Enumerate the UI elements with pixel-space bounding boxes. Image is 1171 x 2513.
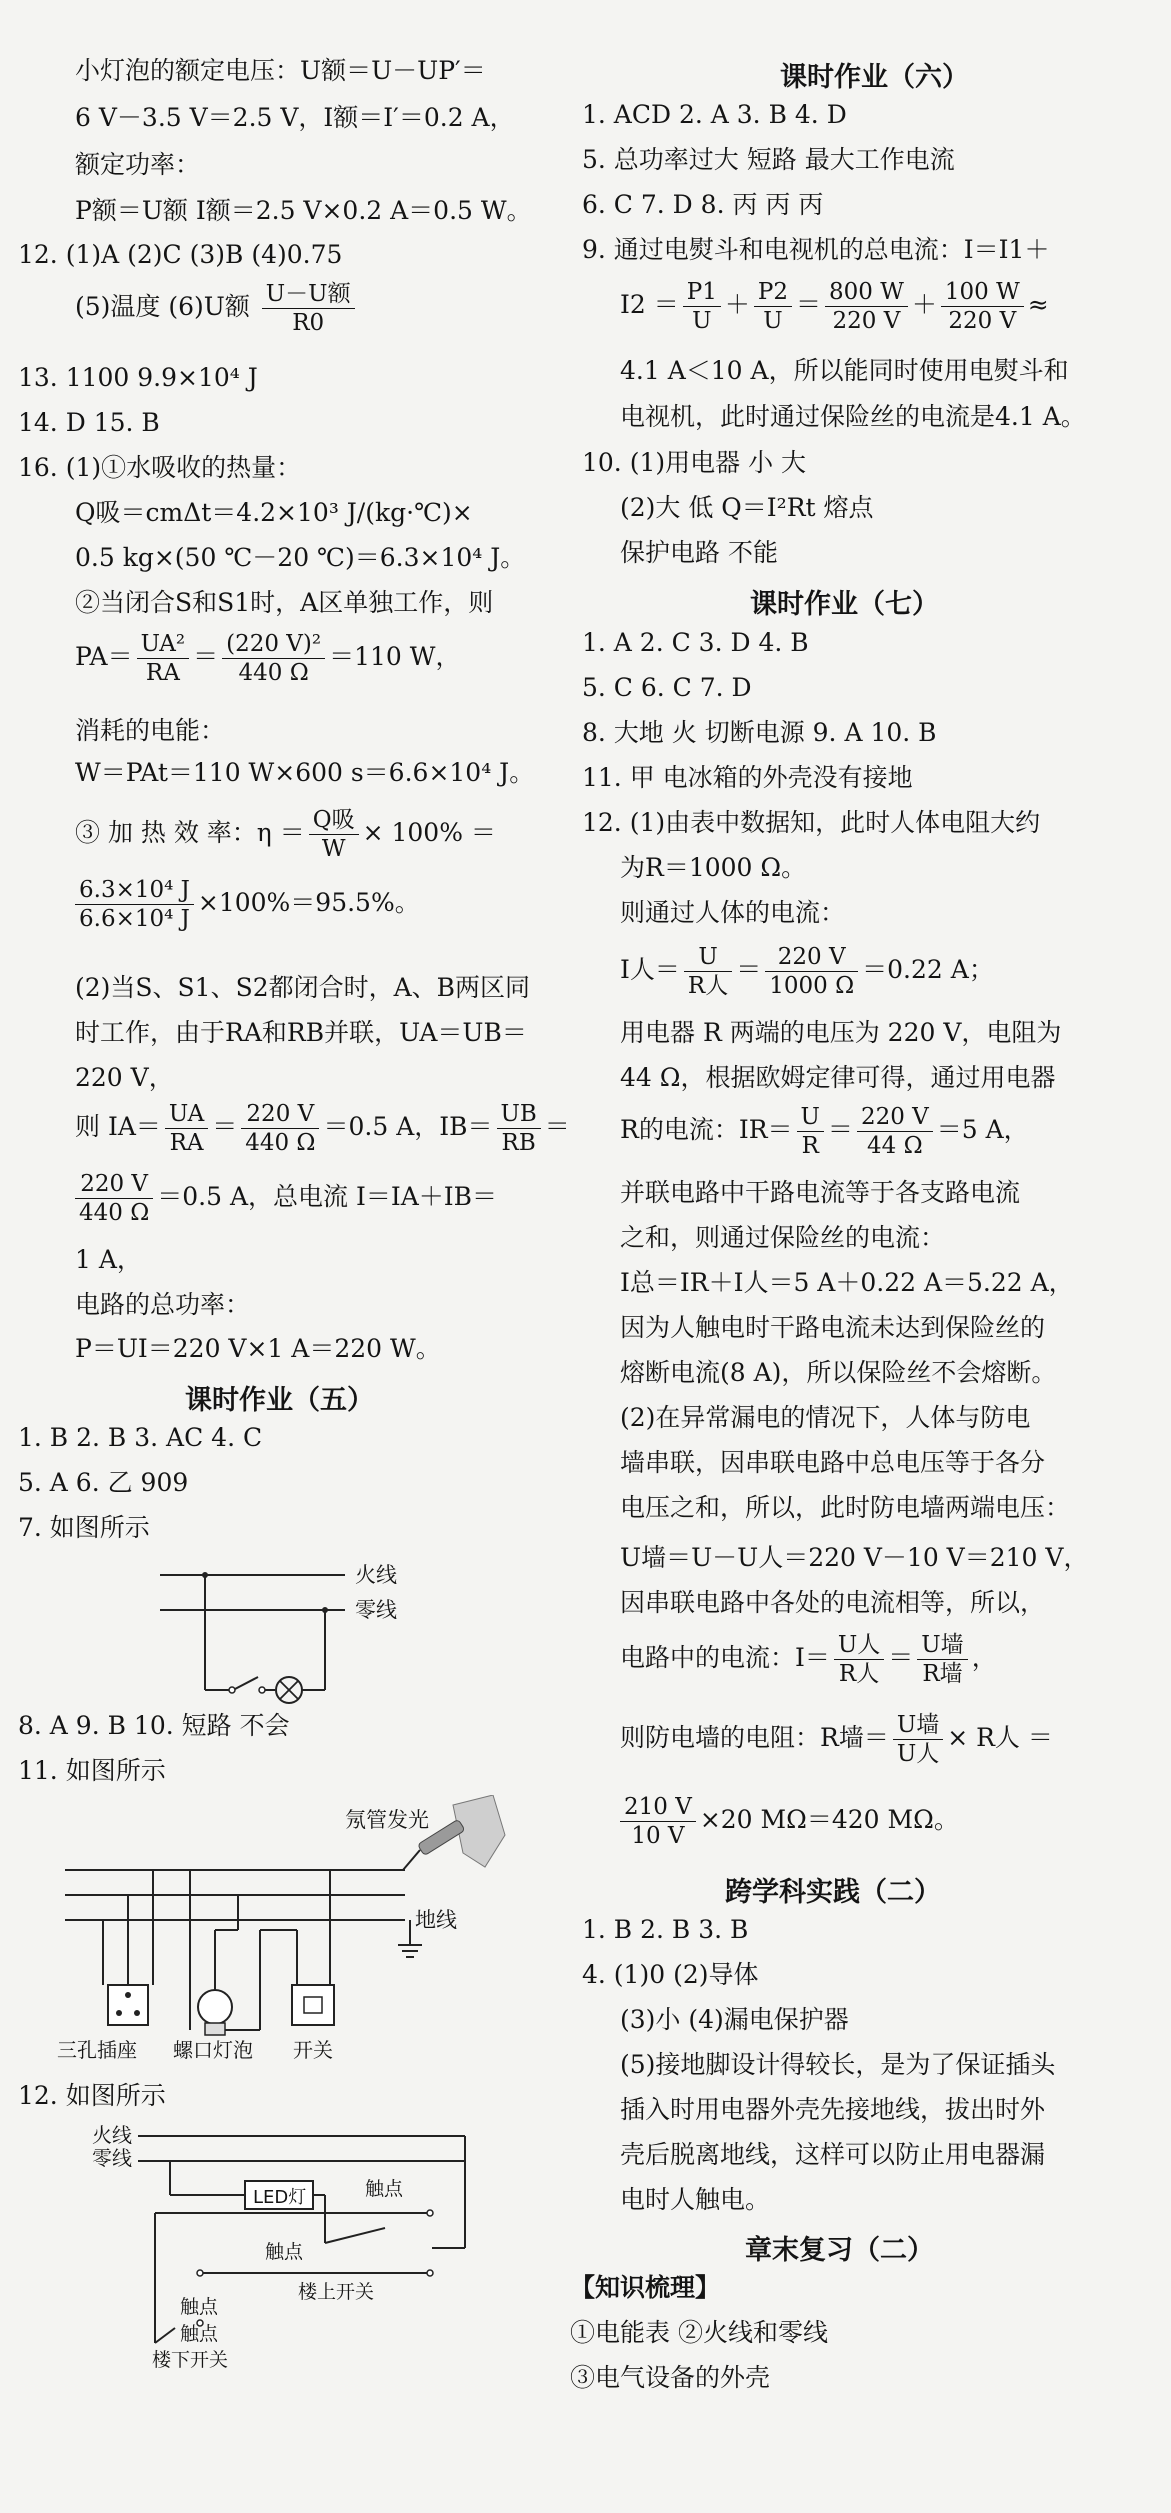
fraction-denominator: 6.6×10⁴ J xyxy=(79,906,190,933)
fraction xyxy=(834,1633,884,1686)
formula-text: ＝5 A， xyxy=(936,1115,1029,1145)
circuit-diagram-q11 xyxy=(55,1795,515,2065)
text-line: 消耗的电能： xyxy=(75,716,226,745)
fraction-denominator: U xyxy=(692,308,712,335)
fraction xyxy=(917,1633,967,1686)
fraction-denominator: 10 V xyxy=(631,1823,685,1850)
formula-line xyxy=(620,280,1049,333)
formula-text: × R人 ＝ xyxy=(947,1723,1053,1753)
text-line: 电压之和，所以，此时防电墙两端电压： xyxy=(620,1493,1071,1522)
formula-text: ， xyxy=(971,1643,997,1673)
bulb-base xyxy=(205,2023,225,2035)
text-line: 额定功率： xyxy=(75,150,201,179)
fraction xyxy=(683,280,721,333)
text-line: 并联电路中干路电流等于各支路电流 xyxy=(620,1178,1021,1207)
socket-hole xyxy=(116,2010,122,2016)
text-line: 4.1 A＜10 A，所以能同时使用电熨斗和 xyxy=(620,356,1069,385)
text-line: 11. 甲 电冰箱的外壳没有接地 xyxy=(582,763,913,792)
fire-wire-label: 火线 xyxy=(92,2123,132,2147)
section-heading: 课时作业（六） xyxy=(780,62,969,93)
text-line: 16. (1)①水吸收的热量： xyxy=(18,453,302,482)
text-line: U墙＝U－U人＝220 V－10 V＝210 V， xyxy=(620,1543,1089,1572)
formula-text: PA＝ xyxy=(75,642,133,672)
text-line: 5. A 6. 乙 909 xyxy=(18,1468,189,1497)
contact-label: 触点 xyxy=(365,2178,404,2200)
text-line: 6 V－3.5 V＝2.5 V，I额＝I′＝0.2 A， xyxy=(75,103,515,132)
text-line: 用电器 R 两端的电压为 220 V，电阻为 xyxy=(620,1018,1062,1047)
formula-line xyxy=(75,808,496,861)
fraction-denominator: U xyxy=(763,308,783,335)
fraction xyxy=(165,1102,208,1155)
fraction-denominator: 440 Ω xyxy=(245,1130,316,1157)
formula-text: × 100% ＝ xyxy=(362,818,496,848)
formula-text: ×100%＝95.5%。 xyxy=(197,888,420,918)
text-line: 5. C 6. C 7. D xyxy=(582,673,752,702)
fraction-numerator: UA xyxy=(165,1102,208,1129)
fraction-denominator: 440 Ω xyxy=(79,1200,150,1227)
fraction xyxy=(684,945,732,998)
formula-line xyxy=(75,1172,497,1225)
downstairs-switch-label: 楼下开关 xyxy=(152,2349,229,2371)
fraction-numerator: 220 V xyxy=(75,1172,153,1199)
circuit-diagram-q7 xyxy=(150,1555,450,1715)
circuit-diagram-q12 xyxy=(80,2118,500,2373)
socket-symbol xyxy=(108,1985,148,2025)
text-line: P额＝U额 I额＝2.5 V×0.2 A＝0.5 W。 xyxy=(75,196,532,225)
text-line: W＝PAt＝110 W×600 s＝6.6×10⁴ J。 xyxy=(75,758,535,787)
formula-text: ＝ xyxy=(212,1112,238,1142)
text-line: 4. (1)0 (2)导体 xyxy=(582,1960,759,1989)
fraction-numerator: 220 V xyxy=(241,1102,319,1129)
fraction-denominator: 1000 Ω xyxy=(769,973,855,1000)
formula-line xyxy=(75,282,359,335)
fraction xyxy=(497,1102,541,1155)
fraction-numerator: 800 W xyxy=(825,280,908,307)
text-line: 8. 大地 火 切断电源 9. A 10. B xyxy=(582,718,937,747)
switch-label: 开关 xyxy=(293,2038,333,2062)
fraction-numerator: 100 W xyxy=(941,280,1024,307)
formula-text: ＝ xyxy=(193,642,219,672)
fraction xyxy=(941,280,1024,333)
test-pen-tip xyxy=(403,1850,420,1870)
fraction-numerator: U xyxy=(797,1105,824,1132)
section-heading: 课时作业（七） xyxy=(750,589,939,620)
text-line: 熔断电流(8 A)，所以保险丝不会熔断。 xyxy=(620,1358,1057,1387)
text-line: 10. (1)用电器 小 大 xyxy=(582,448,807,477)
formula-line xyxy=(620,945,994,998)
section-heading: 课时作业（五） xyxy=(185,1385,374,1416)
text-line: ③电气设备的外壳 xyxy=(570,2363,771,2392)
fraction-denominator: U人 xyxy=(896,1741,940,1768)
fraction-numerator: U墙 xyxy=(917,1633,967,1660)
formula-text: ＝0.22 A； xyxy=(862,955,994,985)
fraction-denominator: 44 Ω xyxy=(867,1133,923,1160)
fraction-denominator: RA xyxy=(169,1130,204,1157)
section-heading: 跨学科实践（二） xyxy=(725,1877,941,1908)
bulb-symbol xyxy=(198,1990,232,2024)
fraction-numerator: 220 V xyxy=(857,1105,933,1132)
contact-label: 触点 xyxy=(180,2296,219,2318)
text-line: 5. 总功率过大 短路 最大工作电流 xyxy=(582,145,955,174)
fraction-denominator: R墙 xyxy=(922,1661,963,1688)
text-line: 12. (1)由表中数据知，此时人体电阻大约 xyxy=(582,808,1041,837)
formula-text: 电路中的电流：I＝ xyxy=(620,1643,830,1673)
socket-label: 三孔插座 xyxy=(57,2038,137,2062)
text-line: 1. B 2. B 3. B xyxy=(582,1915,749,1944)
led-lamp-label: LED灯 xyxy=(253,2187,307,2208)
formula-text: ＝ xyxy=(827,1115,853,1145)
fraction xyxy=(137,632,190,685)
junction-dot xyxy=(202,1572,208,1578)
text-line: 11. 如图所示 xyxy=(18,1756,166,1785)
formula-text: ＋ xyxy=(724,290,750,320)
text-line: 电时人触电。 xyxy=(620,2185,771,2214)
text-line: (2)大 低 Q＝I²Rt 熔点 xyxy=(620,493,874,522)
text-line: Q吸＝cmΔt＝4.2×10³ J/(kg·℃)× xyxy=(75,498,473,527)
fraction-denominator: 220 V xyxy=(832,308,901,335)
text-line: 6. C 7. D 8. 丙 丙 丙 xyxy=(582,190,824,219)
upstairs-switch-label: 楼上开关 xyxy=(298,2281,375,2303)
fraction-denominator: RA xyxy=(145,660,180,687)
formula-text: ③ 加 热 效 率：η ＝ xyxy=(75,818,305,848)
fraction-denominator: 440 Ω xyxy=(238,660,309,687)
text-line: 12. (1)A (2)C (3)B (4)0.75 xyxy=(18,240,343,269)
text-line: 1 A， xyxy=(75,1245,142,1274)
fraction xyxy=(893,1713,943,1766)
text-line: ②当闭合S和S1时，A区单独工作，则 xyxy=(75,588,494,617)
fraction-numerator: 220 V xyxy=(765,945,858,972)
switch-contact xyxy=(197,2270,203,2276)
text-line: 1. B 2. B 3. AC 4. C xyxy=(18,1423,263,1452)
text-line: 1. A 2. C 3. D 4. B xyxy=(582,628,809,657)
switch-lever xyxy=(155,2328,175,2343)
text-line: 之和，则通过保险丝的电流： xyxy=(620,1223,946,1252)
fraction-numerator: U－U额 xyxy=(262,282,355,309)
formula-text: ＝0.5 A，IB＝ xyxy=(323,1112,493,1142)
text-line: (2)当S、S1、S2都闭合时，A、B两区同 xyxy=(75,973,531,1002)
formula-text: I2 ＝ xyxy=(620,290,679,320)
formula-line xyxy=(75,1102,570,1155)
neutral-wire-label: 零线 xyxy=(355,1598,397,1622)
fraction xyxy=(765,945,858,998)
fraction xyxy=(75,878,194,931)
fraction-numerator: UB xyxy=(497,1102,541,1129)
switch-contact xyxy=(427,2270,433,2276)
fire-wire-label: 火线 xyxy=(355,1563,397,1587)
fraction-numerator: P1 xyxy=(683,280,721,307)
formula-line xyxy=(75,632,461,685)
neon-label: 氖管发光 xyxy=(345,1808,429,1832)
formula-text: ＝110 W， xyxy=(329,642,461,672)
formula-line xyxy=(620,1105,1029,1158)
formula-text: R的电流：IR＝ xyxy=(620,1115,793,1145)
text-line: (2)在异常漏电的情况下，人体与防电 xyxy=(620,1403,1031,1432)
text-line: 1. ACD 2. A 3. B 4. D xyxy=(582,100,847,129)
text-line: 13. 1100 9.9×10⁴ J xyxy=(18,363,258,392)
formula-text: ＋ xyxy=(911,290,937,320)
text-line: 则通过人体的电流： xyxy=(620,898,846,927)
formula-text: ＝ xyxy=(888,1643,914,1673)
fraction-numerator: P2 xyxy=(754,280,792,307)
text-line: 220 V， xyxy=(75,1063,174,1092)
text-line: 为R＝1000 Ω。 xyxy=(620,853,807,882)
switch-lever xyxy=(325,2228,385,2243)
switch-button xyxy=(304,1997,322,2013)
junction-dot xyxy=(322,1607,328,1613)
formula-text: ＝ xyxy=(795,290,821,320)
fraction xyxy=(857,1105,933,1158)
formula-text: ≈ xyxy=(1027,290,1049,320)
fraction xyxy=(222,632,325,685)
text-line: 14. D 15. B xyxy=(18,408,160,437)
text-line: 壳后脱离地线，这样可以防止用电器漏 xyxy=(620,2140,1046,2169)
section-heading: 章末复习（二） xyxy=(745,2235,934,2266)
fraction xyxy=(797,1105,824,1158)
text-line: 电路的总功率： xyxy=(75,1290,251,1319)
fraction-denominator: R人 xyxy=(687,973,729,1000)
fraction-numerator: U墙 xyxy=(893,1713,943,1740)
ground-wire-label: 地线 xyxy=(415,1908,457,1932)
formula-text: (5)温度 (6)U额 xyxy=(75,292,250,322)
text-line: (5)接地脚设计得较长，是为了保证插头 xyxy=(620,2050,1056,2079)
formula-text: ＝ xyxy=(736,955,762,985)
fraction-numerator: 210 V xyxy=(620,1795,696,1822)
socket-hole xyxy=(134,2010,140,2016)
fraction-numerator: 6.3×10⁴ J xyxy=(75,878,194,905)
text-line: 墙串联，因串联电路中总电压等于各分 xyxy=(620,1448,1046,1477)
text-line: 0.5 kg×(50 ℃－20 ℃)＝6.3×10⁴ J。 xyxy=(75,543,526,572)
fraction xyxy=(241,1102,319,1155)
text-line: 7. 如图所示 xyxy=(18,1513,150,1542)
fraction-denominator: R0 xyxy=(292,310,325,337)
switch-contact xyxy=(427,2210,433,2216)
text-line: 8. A 9. B 10. 短路 不会 xyxy=(18,1711,290,1740)
text-line: 因为人触电时干路电流未达到保险丝的 xyxy=(620,1313,1046,1342)
formula-line xyxy=(75,878,420,931)
fraction-denominator: W xyxy=(321,836,346,863)
text-line: 电视机，此时通过保险丝的电流是4.1 A。 xyxy=(620,402,1086,431)
fraction xyxy=(825,280,908,333)
fraction-denominator: R xyxy=(801,1133,819,1160)
fraction xyxy=(754,280,792,333)
formula-text: 则 IA＝ xyxy=(75,1112,161,1142)
fraction-numerator: U xyxy=(684,945,732,972)
fraction xyxy=(262,282,355,335)
text-line: 44 Ω，根据欧姆定律可得，通过用电器 xyxy=(620,1063,1056,1092)
text-line: 时工作，由于RA和RB并联，UA＝UB＝ xyxy=(75,1018,527,1047)
fraction-numerator: (220 V)² xyxy=(222,632,325,659)
fraction-denominator: RB xyxy=(501,1130,536,1157)
formula-text: ＝0.5 A，总电流 I＝IA＋IB＝ xyxy=(157,1182,498,1212)
switch-contact xyxy=(259,1687,265,1693)
formula-text: ＝ xyxy=(544,1112,570,1142)
switch-lever xyxy=(235,1677,258,1689)
contact-label: 触点 xyxy=(265,2241,304,2263)
text-line: ①电能表 ②火线和零线 xyxy=(570,2318,828,2347)
text-line: 小灯泡的额定电压：U额＝U－UP′＝ xyxy=(75,56,486,85)
subsection-heading: 【知识梳理】 xyxy=(570,2273,721,2302)
formula-line xyxy=(620,1713,1053,1766)
fraction-numerator: UA² xyxy=(137,632,190,659)
contact-label: 触点 xyxy=(180,2323,219,2345)
fraction-denominator: R人 xyxy=(838,1661,880,1688)
socket-hole xyxy=(125,1992,131,1998)
text-line: 9. 通过电熨斗和电视机的总电流：I＝I1＋ xyxy=(582,235,1050,264)
formula-text: ×20 MΩ＝420 MΩ。 xyxy=(699,1805,959,1835)
neutral-wire-label: 零线 xyxy=(92,2146,132,2170)
fraction xyxy=(309,808,359,861)
fraction-numerator: U人 xyxy=(834,1633,884,1660)
text-line: 12. 如图所示 xyxy=(18,2081,166,2110)
switch-contact xyxy=(229,1687,235,1693)
text-line: 保护电路 不能 xyxy=(620,538,778,567)
formula-line xyxy=(620,1633,997,1686)
formula-text: 则防电墙的电阻：R墙＝ xyxy=(620,1723,889,1753)
text-line: (3)小 (4)漏电保护器 xyxy=(620,2005,849,2034)
text-line: P＝UI＝220 V×1 A＝220 W。 xyxy=(75,1334,441,1363)
text-line: 因串联电路中各处的电流相等，所以， xyxy=(620,1588,1046,1617)
formula-line xyxy=(620,1795,959,1848)
fraction-numerator: Q吸 xyxy=(309,808,359,835)
fraction-denominator: 220 V xyxy=(948,308,1017,335)
bulb-label: 螺口灯泡 xyxy=(173,2038,253,2062)
formula-text: I人＝ xyxy=(620,955,680,985)
fraction xyxy=(75,1172,153,1225)
text-line: I总＝IR＋I人＝5 A＋0.22 A＝5.22 A， xyxy=(620,1268,1074,1297)
text-line: 插入时用电器外壳先接地线，拔出时外 xyxy=(620,2095,1046,2124)
fraction xyxy=(620,1795,696,1848)
